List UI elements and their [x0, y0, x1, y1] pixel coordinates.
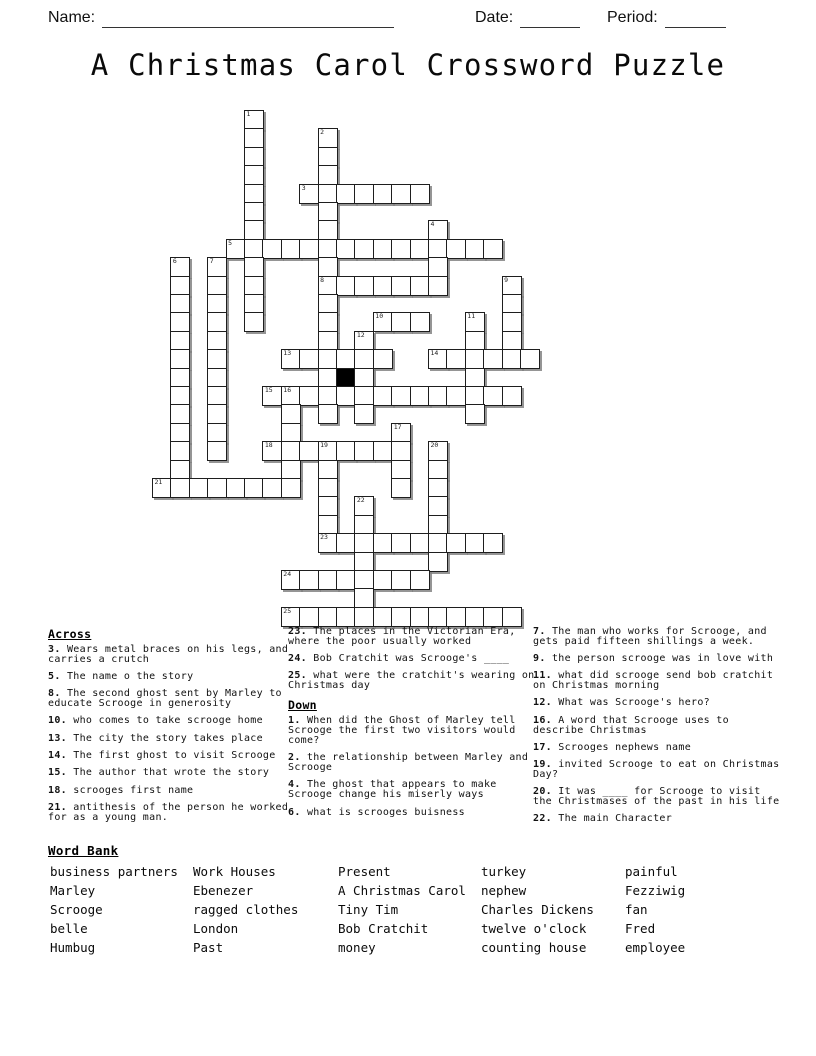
grid-cell[interactable]	[318, 184, 338, 204]
word-bank-column-5	[625, 862, 685, 957]
grid-cell[interactable]	[244, 184, 264, 204]
word-bank-item: Marley	[50, 883, 96, 898]
grid-cell[interactable]	[336, 386, 356, 406]
word-bank-item: Present	[338, 864, 391, 879]
grid-cell[interactable]	[373, 239, 393, 259]
grid-cell[interactable]	[244, 110, 264, 130]
grid-cell[interactable]	[299, 570, 319, 590]
grid-cell[interactable]	[391, 607, 411, 627]
grid-cell[interactable]	[373, 276, 393, 296]
word-bank-item: employee	[625, 940, 686, 955]
grid-cell[interactable]	[391, 386, 411, 406]
clue-24-across: 24. Bob Cratchit was Scrooge's ____	[288, 653, 510, 665]
grid-cell[interactable]	[354, 515, 374, 535]
clue-10-across: 10. who comes to take scrooge home	[48, 715, 263, 727]
grid-cell[interactable]	[336, 533, 356, 553]
grid-cell[interactable]	[318, 368, 338, 388]
word-bank-item: Scrooge	[50, 902, 103, 917]
clue-18-across: 18. scrooges first name	[48, 784, 194, 796]
grid-cell[interactable]	[207, 331, 227, 351]
grid-cell[interactable]	[410, 239, 430, 259]
grid-cell[interactable]	[281, 239, 301, 259]
cell-number: 1	[246, 110, 251, 118]
grid-cell[interactable]	[244, 128, 264, 148]
grid-cell[interactable]	[318, 276, 338, 296]
grid-cell[interactable]	[354, 441, 374, 461]
grid-cell[interactable]	[207, 276, 227, 296]
clue-1-down: 1. When did the Ghost of Marley tell Scrooge the first two visitors would come?	[288, 715, 516, 747]
grid-cell[interactable]	[465, 607, 485, 627]
grid-cell[interactable]	[391, 533, 411, 553]
clue-column-1	[48, 627, 294, 830]
grid-cell[interactable]	[428, 515, 448, 535]
grid-cell[interactable]	[318, 460, 338, 480]
grid-cell[interactable]	[170, 478, 190, 498]
grid-cell[interactable]	[262, 441, 282, 461]
grid-cell[interactable]	[373, 441, 393, 461]
grid-cell[interactable]	[428, 478, 448, 498]
cell-number: 12	[356, 330, 365, 339]
grid-cell[interactable]	[318, 312, 338, 332]
word-bank-item: A Christmas Carol	[338, 883, 466, 898]
grid-cell[interactable]	[244, 220, 264, 240]
grid-cell[interactable]	[354, 570, 374, 590]
cell-number: 6	[172, 257, 177, 266]
cell-number: 24	[283, 570, 292, 578]
grid-cell[interactable]	[465, 533, 485, 553]
cell-number: 9	[504, 275, 509, 284]
grid-cell[interactable]	[354, 607, 374, 627]
page-title: A Christmas Carol Crossword Puzzle	[90, 48, 726, 82]
grid-cell[interactable]	[152, 478, 172, 498]
grid-cell[interactable]	[318, 239, 338, 259]
grid-cell[interactable]	[170, 368, 190, 388]
grid-cell[interactable]	[170, 349, 190, 369]
word-bank-item: business partners	[50, 864, 178, 879]
grid-cell[interactable]	[428, 239, 448, 259]
word-bank-item: fan	[625, 902, 648, 917]
grid-cell[interactable]	[502, 349, 522, 369]
clue-4-down: 4. The ghost that appears to make Scrooge change his miserly ways	[288, 779, 497, 801]
date-field	[475, 8, 580, 28]
cell-number: 13	[283, 349, 292, 358]
grid-cell[interactable]	[446, 239, 466, 259]
grid-cell[interactable]	[354, 588, 374, 608]
clue-9-down: 9. the person scrooge was in love with	[533, 653, 774, 665]
grid-cell[interactable]	[336, 276, 356, 296]
period-blank-line[interactable]	[665, 9, 726, 28]
grid-cell[interactable]	[207, 478, 227, 498]
grid-cell[interactable]	[318, 570, 338, 590]
word-bank-column-3	[338, 862, 466, 957]
period-field	[607, 8, 726, 28]
grid-cell[interactable]	[410, 533, 430, 553]
grid-cell[interactable]	[299, 441, 319, 461]
grid-cell[interactable]	[373, 533, 393, 553]
clue-21-across: 21. antithesis of the person he worked for as a young man.	[48, 801, 289, 823]
word-bank-item: belle	[50, 921, 88, 936]
grid-cell[interactable]	[318, 257, 338, 277]
grid-cell[interactable]	[354, 386, 374, 406]
grid-cell[interactable]	[318, 478, 338, 498]
grid-cell[interactable]	[318, 349, 338, 369]
grid-cell[interactable]	[299, 184, 319, 204]
grid-cell[interactable]	[446, 349, 466, 369]
word-bank-item: Past	[193, 940, 224, 955]
grid-cell[interactable]	[502, 276, 522, 296]
grid-cell[interactable]	[244, 478, 264, 498]
grid-cell[interactable]	[170, 294, 190, 314]
grid-cell[interactable]	[207, 312, 227, 332]
grid-cell[interactable]	[354, 349, 374, 369]
grid-cell[interactable]	[502, 331, 522, 351]
grid-cell[interactable]	[318, 404, 338, 424]
grid-cell[interactable]	[318, 533, 338, 553]
grid-cell[interactable]	[354, 184, 374, 204]
word-bank-column-4	[481, 862, 594, 957]
grid-cell[interactable]	[373, 607, 393, 627]
grid-cell[interactable]	[354, 533, 374, 553]
grid-cell[interactable]	[281, 478, 301, 498]
word-bank-item: ragged clothes	[193, 902, 299, 917]
grid-cell[interactable]	[318, 294, 338, 314]
word-bank-item: Tiny Tim	[338, 902, 399, 917]
cell-number: 5	[228, 238, 233, 247]
grid-cell[interactable]	[502, 607, 522, 627]
grid-cell[interactable]	[336, 184, 356, 204]
grid-cell[interactable]	[207, 368, 227, 388]
grid-cell[interactable]	[207, 349, 227, 369]
period-label: Period:	[607, 9, 658, 26]
word-bank-item: Humbug	[50, 940, 96, 955]
grid-cell[interactable]	[299, 607, 319, 627]
grid-cell[interactable]	[336, 441, 356, 461]
clue-8-across: 8. The second ghost sent by Marley to educate Scrooge in generosity	[48, 688, 282, 710]
grid-cell[interactable]	[318, 331, 338, 351]
name-field	[48, 8, 394, 28]
grid-cell[interactable]	[170, 460, 190, 480]
grid-cell[interactable]	[336, 349, 356, 369]
grid-cell[interactable]	[170, 276, 190, 296]
grid-cell[interactable]	[391, 423, 411, 443]
grid-cell[interactable]	[428, 607, 448, 627]
grid-cell[interactable]	[170, 404, 190, 424]
grid-cell[interactable]	[428, 460, 448, 480]
grid-cell[interactable]	[318, 202, 338, 222]
grid-cell[interactable]	[502, 294, 522, 314]
grid-cell[interactable]	[336, 570, 356, 590]
word-bank-item: nephew	[481, 883, 527, 898]
grid-cell[interactable]	[428, 441, 448, 461]
grid-cell[interactable]	[170, 423, 190, 443]
grid-cell[interactable]	[318, 515, 338, 535]
grid-cell[interactable]	[465, 312, 485, 332]
cell-number: 18	[264, 441, 273, 450]
grid-cell[interactable]	[262, 386, 282, 406]
grid-cell[interactable]	[391, 239, 411, 259]
grid-cell[interactable]	[244, 147, 264, 167]
grid-cell[interactable]	[299, 349, 319, 369]
clue-6-down: 6. what is scrooges buisness	[288, 806, 465, 818]
grid-cell[interactable]	[354, 552, 374, 572]
cell-number: 4	[430, 220, 435, 229]
grid-cell[interactable]	[410, 184, 430, 204]
name-label: Name:	[48, 9, 96, 26]
grid-cell[interactable]	[170, 312, 190, 332]
word-bank-item: Work Houses	[193, 864, 276, 879]
clue-20-down: 20. It was ____ for Scrooge to visit the Christmases of the past in his life	[533, 786, 780, 808]
clue-22-down: 22. The main Character	[533, 813, 673, 825]
grid-cell[interactable]	[170, 441, 190, 461]
grid-cell[interactable]	[446, 386, 466, 406]
grid-cell[interactable]	[244, 165, 264, 185]
grid-cell[interactable]	[520, 349, 540, 369]
clue-2-down: 2. the relationship between Marley and Scrooge	[288, 752, 529, 774]
grid-cell[interactable]	[354, 404, 374, 424]
cell-number: 17	[393, 422, 402, 431]
grid-cell[interactable]	[354, 496, 374, 516]
word-bank-item: counting house	[481, 940, 587, 955]
grid-cell[interactable]	[373, 184, 393, 204]
grid-cell[interactable]	[318, 147, 338, 167]
cell-number: 16	[283, 386, 292, 394]
grid-cell[interactable]	[189, 478, 209, 498]
grid-cell[interactable]	[428, 552, 448, 572]
grid-cell[interactable]	[207, 441, 227, 461]
grid-cell[interactable]	[207, 257, 227, 277]
grid-cell[interactable]	[391, 460, 411, 480]
grid-cell[interactable]	[410, 312, 430, 332]
grid-cell[interactable]	[465, 331, 485, 351]
grid-cell[interactable]	[428, 257, 448, 277]
word-bank-item: London	[193, 921, 239, 936]
grid-cell[interactable]	[391, 184, 411, 204]
grid-cell[interactable]	[483, 386, 503, 406]
date-label: Date:	[475, 9, 514, 26]
word-bank-column-2	[193, 862, 298, 957]
grid-cell[interactable]	[262, 239, 282, 259]
grid-cell[interactable]	[336, 239, 356, 259]
grid-cell[interactable]	[354, 276, 374, 296]
clue-column-3	[533, 627, 785, 832]
cell-number: 3	[301, 183, 306, 192]
clue-11-down: 11. what did scrooge send bob cratchit on Christmas morning	[533, 670, 774, 692]
cell-number: 22	[356, 496, 365, 505]
grid-cell[interactable]	[244, 312, 264, 332]
grid-cell[interactable]	[207, 423, 227, 443]
cell-number: 7	[209, 257, 214, 266]
word-bank-item: Fred	[625, 921, 656, 936]
clue-7-down: 7. The man who works for Scrooge, and gets paid fifteen shillings a week.	[533, 626, 767, 647]
blocked-cell	[336, 368, 356, 388]
grid-cell[interactable]	[281, 570, 301, 590]
clue-17-down: 17. Scrooges nephews name	[533, 741, 692, 753]
grid-cell[interactable]	[336, 607, 356, 627]
clue-16-down: 16. A word that Scrooge uses to describe Christmas	[533, 714, 729, 736]
grid-cell[interactable]	[354, 368, 374, 388]
grid-cell[interactable]	[170, 331, 190, 351]
cell-number: 8	[320, 275, 325, 284]
grid-cell[interactable]	[281, 441, 301, 461]
grid-cell[interactable]	[244, 276, 264, 296]
grid-cell[interactable]	[483, 239, 503, 259]
cell-number: 25	[283, 606, 292, 615]
cell-number: 23	[320, 533, 328, 542]
grid-cell[interactable]	[465, 368, 485, 388]
grid-cell[interactable]	[483, 349, 503, 369]
grid-cell[interactable]	[281, 460, 301, 480]
grid-cell[interactable]	[428, 386, 448, 406]
grid-cell[interactable]	[410, 386, 430, 406]
grid-cell[interactable]	[391, 570, 411, 590]
word-bank-item: turkey	[481, 864, 527, 879]
grid-cell[interactable]	[502, 386, 522, 406]
cell-number: 15	[264, 386, 273, 394]
cell-number: 20	[430, 441, 439, 450]
grid-cell[interactable]	[318, 441, 338, 461]
grid-cell[interactable]	[410, 276, 430, 296]
word-bank-header: Word Bank	[48, 843, 119, 858]
grid-cell[interactable]	[281, 423, 301, 443]
clue-23-across: 23. The places in the Victorian Era, where the poor usually worked	[288, 626, 516, 647]
grid-cell[interactable]	[244, 239, 264, 259]
grid-cell[interactable]	[428, 220, 448, 240]
clue-5-across: 5. The name o the story	[48, 671, 194, 683]
grid-cell[interactable]	[318, 607, 338, 627]
cell-number: 19	[320, 441, 328, 450]
grid-cell[interactable]	[373, 386, 393, 406]
grid-cell[interactable]	[465, 404, 485, 424]
word-bank	[48, 843, 788, 955]
grid-cell[interactable]	[391, 478, 411, 498]
name-blank-line[interactable]	[102, 9, 394, 28]
grid-cell[interactable]	[226, 478, 246, 498]
grid-cell[interactable]	[354, 331, 374, 351]
cell-number: 14	[430, 349, 439, 358]
word-bank-item: painful	[625, 864, 678, 879]
clue-19-down: 19. invited Scrooge to eat on Christmas Day?	[533, 759, 780, 780]
grid-cell[interactable]	[354, 239, 374, 259]
grid-cell[interactable]	[428, 533, 448, 553]
clue-13-across: 13. The city the story takes place	[48, 732, 263, 744]
grid-cell[interactable]	[446, 533, 466, 553]
grid-cell[interactable]	[299, 239, 319, 259]
grid-cell[interactable]	[281, 607, 301, 627]
clue-14-across: 14. The first ghost to visit Scrooge	[48, 750, 276, 762]
grid-cell[interactable]	[465, 239, 485, 259]
cell-number: 10	[375, 312, 384, 321]
grid-cell[interactable]	[207, 294, 227, 314]
grid-cell[interactable]	[465, 349, 485, 369]
word-bank-item: Charles Dickens	[481, 902, 594, 917]
grid-cell[interactable]	[373, 570, 393, 590]
grid-cell[interactable]	[226, 239, 246, 259]
grid-cell[interactable]	[207, 386, 227, 406]
grid-cell[interactable]	[410, 570, 430, 590]
grid-cell[interactable]	[207, 404, 227, 424]
grid-cell[interactable]	[281, 404, 301, 424]
grid-cell[interactable]	[391, 312, 411, 332]
grid-cell[interactable]	[244, 294, 264, 314]
grid-cell[interactable]	[391, 276, 411, 296]
word-bank-item: Ebenezer	[193, 883, 254, 898]
word-bank-item: twelve o'clock	[481, 921, 587, 936]
grid-cell[interactable]	[428, 496, 448, 516]
grid-cell[interactable]	[483, 607, 503, 627]
grid-cell[interactable]	[373, 312, 393, 332]
grid-cell[interactable]	[428, 276, 448, 296]
grid-cell[interactable]	[318, 220, 338, 240]
clue-12-down: 12. What was Scrooge's hero?	[533, 697, 710, 709]
word-bank-item: Fezziwig	[625, 883, 686, 898]
clue-15-across: 15. The author that wrote the story	[48, 767, 270, 779]
clue-column-2	[288, 627, 538, 825]
grid-cell[interactable]	[262, 478, 282, 498]
cell-number: 2	[320, 128, 325, 137]
cell-number: 11	[467, 312, 476, 321]
word-bank-item: Bob Cratchit	[338, 921, 429, 936]
grid-cell[interactable]	[483, 533, 503, 553]
clue-25-across: 25. what were the cratchit's wearing on Christmas day	[288, 670, 535, 692]
grid-cell[interactable]	[465, 386, 485, 406]
grid-cell[interactable]	[428, 349, 448, 369]
grid-cell[interactable]	[502, 312, 522, 332]
grid-cell[interactable]	[373, 349, 393, 369]
grid-cell[interactable]	[244, 257, 264, 277]
word-bank-item: money	[338, 940, 376, 955]
down-header: Down	[288, 698, 317, 713]
grid-cell[interactable]	[318, 496, 338, 516]
grid-cell[interactable]	[281, 349, 301, 369]
across-header: Across	[48, 627, 92, 641]
grid-cell[interactable]	[299, 386, 319, 406]
cell-number: 21	[154, 478, 163, 486]
grid-cell[interactable]	[318, 165, 338, 185]
clue-3-across: 3. Wears metal braces on his legs, and carries a crutch	[48, 644, 289, 665]
date-blank-line[interactable]	[520, 9, 580, 28]
grid-cell[interactable]	[170, 257, 190, 277]
word-bank-column-1	[50, 862, 178, 957]
grid-cell[interactable]	[281, 386, 301, 406]
grid-cell[interactable]	[318, 128, 338, 148]
grid-cell[interactable]	[410, 607, 430, 627]
grid-cell[interactable]	[446, 607, 466, 627]
grid-cell[interactable]	[391, 441, 411, 461]
grid-cell[interactable]	[318, 386, 338, 406]
grid-cell[interactable]	[244, 202, 264, 222]
grid-cell[interactable]	[170, 386, 190, 406]
